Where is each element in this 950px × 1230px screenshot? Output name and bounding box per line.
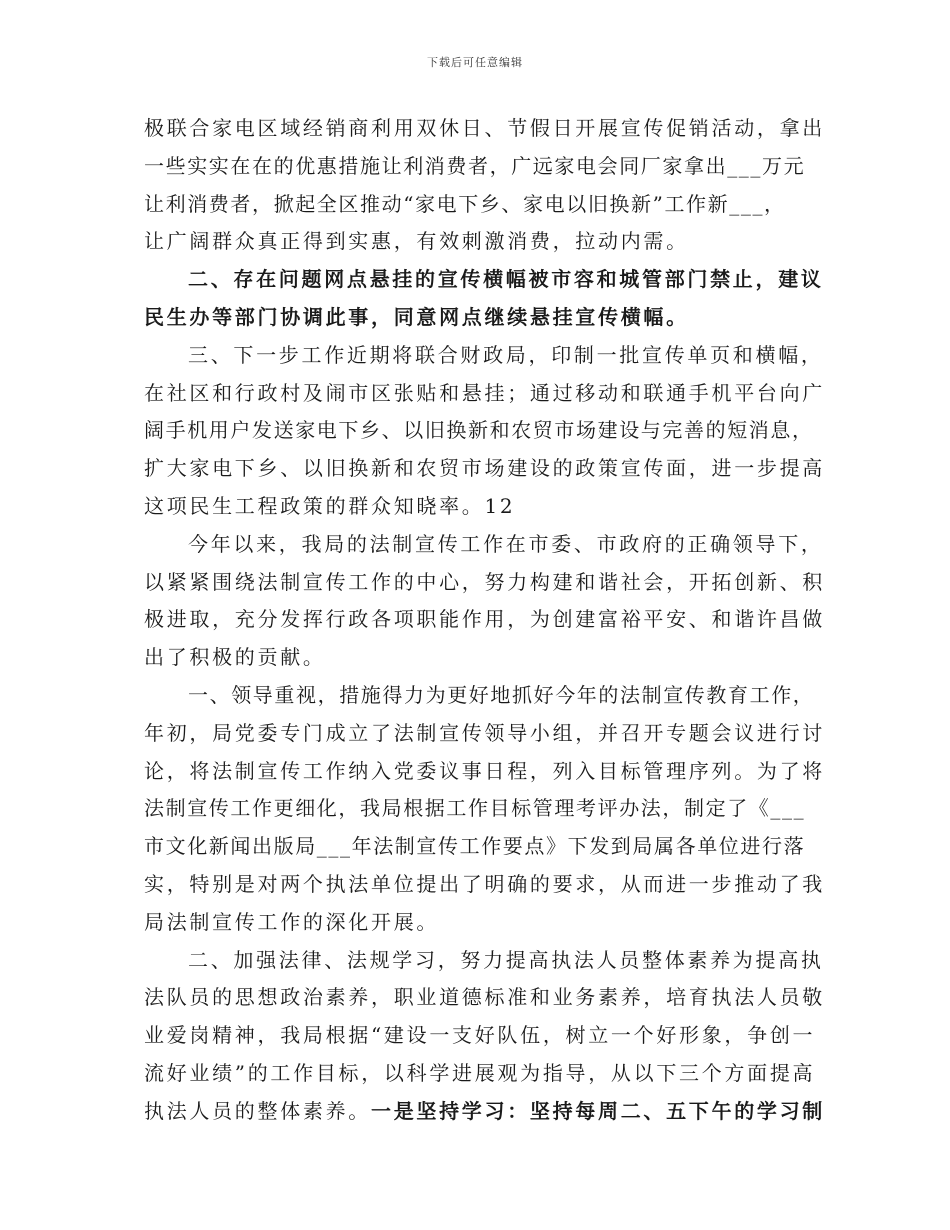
paragraph-line: 论，将法制宣传工作纳入党委议事日程，列入目标管理序列。为了将 bbox=[144, 758, 825, 783]
paragraph-line: 年初，局党委专门成立了法制宣传领导小组，并召开专题会议进行讨 bbox=[144, 720, 825, 745]
paragraph-line: 业爱岗精神，我局根据“建设一支好队伍，树立一个好形象，争创一 bbox=[144, 1023, 816, 1048]
paragraph-line: 二、加强法律、法规学习，努力提高执法人员整体素养为提高执 bbox=[188, 947, 824, 972]
bold-text: 一是坚持学习：坚持每周二、五下午的学习制 bbox=[371, 1098, 825, 1123]
paragraph-line: 极联合家电区域经销商利用双休日、节假日开展宣传促销活动，拿出 bbox=[144, 116, 825, 140]
paragraph-line: 让利消费者，掀起全区推动“家电下乡、家电以旧换新”工作新___， bbox=[144, 191, 786, 216]
paragraph-line: 以紧紧围绕法制宣传工作的中心，努力构建和谐社会，开拓创新、积 bbox=[144, 569, 825, 594]
paragraph-line-bold: 二、存在问题网点悬挂的宣传横幅被市容和城管部门禁止，建议 bbox=[188, 267, 824, 292]
paragraph-line: 在社区和行政村及闹市区张贴和悬挂；通过移动和联通手机平台向广 bbox=[144, 380, 825, 405]
document-body bbox=[144, 110, 825, 1131]
paragraph-line: 极进取，充分发挥行政各项职能作用，为创建富裕平安、和谐许昌做 bbox=[144, 607, 825, 632]
paragraph-line: 实，特别是对两个执法单位提出了明确的要求，从而进一步推动了我 bbox=[144, 871, 825, 896]
paragraph-line: 一些实实在在的优惠措施让利消费者，广远家电会同厂家拿出___万元 bbox=[144, 153, 806, 178]
paragraph-line: 市文化新闻出版局___年法制宣传工作要点》下发到局属各单位进行落 bbox=[144, 834, 806, 859]
paragraph-line: 三、下一步工作近期将联合财政局，印制一批宣传单页和横幅， bbox=[188, 342, 824, 367]
paragraph-line: 让广阔群众真正得到实惠，有效刺激消费，拉动内需。 bbox=[144, 229, 689, 254]
paragraph-line: 一、领导重视，措施得力为更好地抓好今年的法制宣传教育工作， bbox=[188, 682, 815, 707]
paragraph-line: 今年以来，我局的法制宣传工作在市委、市政府的正确领导下， bbox=[188, 531, 824, 556]
paragraph-line-bold: 民生办等部门协调此事，同意网点继续悬挂宣传横幅。 bbox=[144, 304, 689, 329]
paragraph-line: 扩大家电下乡、以旧换新和农贸市场建设的政策宣传面，进一步提高 bbox=[144, 456, 825, 481]
paragraph-line: 这项民生工程政策的群众知晓率。12 bbox=[144, 493, 516, 518]
paragraph-line-mixed bbox=[144, 1093, 825, 1131]
paragraph-line: 出了积极的贡献。 bbox=[144, 645, 326, 670]
paragraph-line: 阔手机用户发送家电下乡、以旧换新和农贸市场建设与完善的短消息， bbox=[144, 418, 814, 443]
paragraph-line: 法制宣传工作更细化，我局根据工作目标管理考评办法，制定了《___ bbox=[144, 796, 806, 821]
page-header: 下载后可任意编辑 bbox=[427, 56, 523, 69]
paragraph-line: 法队员的思想政治素养，职业道德标准和业务素养，培育执法人员敬 bbox=[144, 985, 825, 1010]
normal-text: 执法人员的整体素养。 bbox=[144, 1098, 371, 1123]
paragraph-line: 局法制宣传工作的深化开展。 bbox=[144, 909, 440, 934]
paragraph-line: 流好业绩”的工作目标，以科学进展观为指导，从以下三个方面提高 bbox=[144, 1060, 816, 1085]
